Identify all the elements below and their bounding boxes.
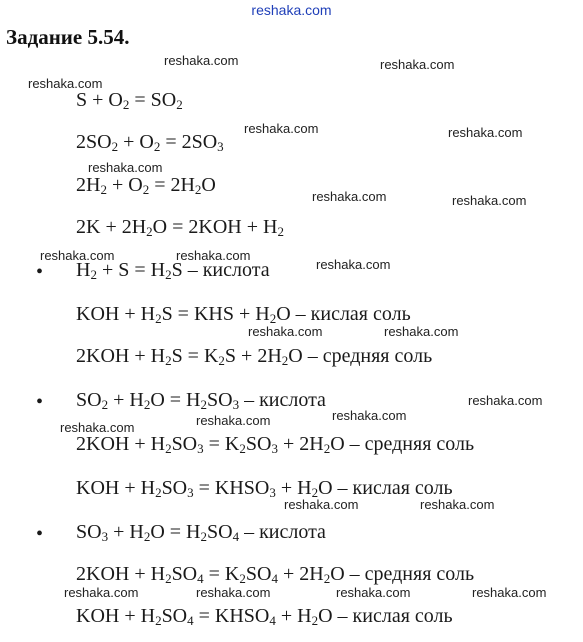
subscript: 3 bbox=[271, 441, 278, 456]
equation-text: = K bbox=[203, 563, 240, 585]
equation-text: KOH + H bbox=[76, 303, 156, 325]
equation-6 bbox=[76, 302, 411, 326]
watermark: reshaka.com bbox=[332, 408, 407, 423]
subscript: 3 bbox=[232, 397, 240, 412]
subscript: 2 bbox=[239, 441, 246, 456]
subscript: 2 bbox=[111, 139, 119, 154]
subscript: 2 bbox=[165, 353, 172, 368]
equation-text: 2KOH + H bbox=[76, 563, 166, 585]
equation-12 bbox=[76, 562, 474, 586]
equation-text: + 2H bbox=[277, 433, 324, 455]
equation-text: S = KHS + H bbox=[161, 303, 270, 325]
subscript: 2 bbox=[142, 182, 150, 197]
watermark: reshaka.com bbox=[448, 125, 523, 140]
watermark: reshaka.com bbox=[380, 57, 455, 72]
subscript: 2 bbox=[155, 311, 162, 326]
equation-4 bbox=[76, 215, 284, 239]
equation-text: 2SO bbox=[76, 131, 112, 153]
equation-text: = 2H bbox=[149, 174, 195, 196]
subscript: 2 bbox=[155, 613, 162, 628]
watermark: reshaka.com bbox=[164, 53, 239, 68]
equation-text: 2KOH + H bbox=[76, 433, 166, 455]
subscript: 2 bbox=[277, 224, 284, 239]
subscript: 4 bbox=[271, 571, 278, 586]
equation-text: = KHSO bbox=[193, 477, 270, 499]
watermark: reshaka.com bbox=[316, 257, 391, 272]
equation-text: O – кислая соль bbox=[276, 303, 411, 325]
watermark: reshaka.com bbox=[88, 160, 163, 175]
equation-text: SO bbox=[245, 563, 272, 585]
subscript: 2 bbox=[146, 224, 153, 239]
subscript: 2 bbox=[101, 397, 109, 412]
subscript: 3 bbox=[269, 485, 276, 500]
watermark: reshaka.com bbox=[284, 497, 359, 512]
equation-text: S + O bbox=[76, 89, 123, 111]
watermark: reshaka.com bbox=[244, 121, 319, 136]
watermark: reshaka.com bbox=[40, 248, 115, 263]
equation-text: + H bbox=[275, 477, 312, 499]
equation-text: 2KOH + H bbox=[76, 345, 166, 367]
subscript: 4 bbox=[232, 529, 240, 544]
equation-9 bbox=[76, 432, 474, 456]
equation-13 bbox=[76, 604, 453, 628]
subscript: 2 bbox=[122, 97, 130, 112]
watermark: reshaka.com bbox=[452, 193, 527, 208]
equation-7 bbox=[76, 344, 432, 368]
equation-text: = 2SO bbox=[160, 131, 218, 153]
subscript: 2 bbox=[165, 441, 172, 456]
equation-text: SO bbox=[245, 433, 272, 455]
subscript: 2 bbox=[323, 571, 331, 586]
equation-text: H bbox=[76, 259, 91, 281]
watermark: reshaka.com bbox=[60, 420, 135, 435]
equation-text: + H bbox=[275, 605, 312, 627]
watermark: reshaka.com bbox=[28, 76, 103, 91]
task-title: Задание 5.54. bbox=[6, 25, 130, 49]
equation-3 bbox=[76, 173, 216, 197]
equation-text: + O bbox=[106, 174, 143, 196]
subscript: 4 bbox=[187, 613, 194, 628]
subscript: 2 bbox=[311, 613, 319, 628]
subscript: 2 bbox=[143, 529, 151, 544]
subscript: 2 bbox=[311, 485, 319, 500]
watermark: reshaka.com bbox=[196, 585, 271, 600]
watermark: reshaka.com bbox=[472, 585, 547, 600]
watermark: reshaka.com bbox=[196, 413, 271, 428]
subscript: 2 bbox=[239, 571, 246, 586]
equation-text: = KHSO bbox=[193, 605, 270, 627]
watermark: reshaka.com bbox=[312, 189, 387, 204]
watermark: reshaka.com bbox=[384, 324, 459, 339]
equation-text: S + 2H bbox=[224, 345, 282, 367]
subscript: 2 bbox=[200, 397, 207, 412]
subscript: 2 bbox=[143, 397, 151, 412]
equation-text: KOH + H bbox=[76, 605, 156, 627]
bullet-3: • bbox=[36, 523, 44, 545]
equation-text: O = H bbox=[150, 389, 201, 411]
equation-text: O – средняя соль bbox=[288, 345, 433, 367]
watermark: reshaka.com bbox=[336, 585, 411, 600]
equation-text: KOH + H bbox=[76, 477, 156, 499]
subscript: 3 bbox=[101, 529, 109, 544]
subscript: 2 bbox=[90, 267, 97, 282]
equation-text: O – средняя соль bbox=[330, 563, 475, 585]
equation-8 bbox=[76, 388, 326, 412]
equation-text: SO bbox=[171, 433, 198, 455]
equation-text: + S = H bbox=[96, 259, 166, 281]
subscript: 2 bbox=[165, 571, 172, 586]
equation-text: O – средняя соль bbox=[330, 433, 475, 455]
equation-text: SO bbox=[76, 521, 102, 543]
equation-text: S = K bbox=[171, 345, 219, 367]
equation-text: – кислота bbox=[239, 389, 326, 411]
subscript: 2 bbox=[176, 97, 183, 112]
equation-text: 2K + 2H bbox=[76, 216, 147, 238]
equation-text: SO bbox=[206, 389, 233, 411]
site-header-link[interactable]: reshaka.com bbox=[251, 2, 332, 18]
equation-text: O – кислая соль bbox=[318, 605, 453, 627]
subscript: 2 bbox=[165, 267, 172, 282]
equation-text: O = H bbox=[150, 521, 201, 543]
equation-text: 2H bbox=[76, 174, 101, 196]
subscript: 3 bbox=[217, 139, 224, 154]
equation-text: SO bbox=[76, 389, 102, 411]
subscript: 2 bbox=[200, 529, 207, 544]
equation-text: + H bbox=[108, 389, 144, 411]
watermark: reshaka.com bbox=[248, 324, 323, 339]
watermark: reshaka.com bbox=[176, 248, 251, 263]
subscript: 2 bbox=[155, 485, 162, 500]
subscript: 2 bbox=[269, 311, 277, 326]
equation-text: = SO bbox=[129, 89, 177, 111]
watermark: reshaka.com bbox=[64, 585, 139, 600]
subscript: 2 bbox=[194, 182, 202, 197]
equation-text: + O bbox=[118, 131, 154, 153]
equation-text: O – кислая соль bbox=[318, 477, 453, 499]
subscript: 2 bbox=[100, 182, 107, 197]
bullet-2: • bbox=[36, 391, 44, 413]
equation-text: – кислота bbox=[239, 521, 326, 543]
watermark: reshaka.com bbox=[468, 393, 543, 408]
equation-text: O = 2KOH + H bbox=[152, 216, 278, 238]
subscript: 3 bbox=[197, 441, 204, 456]
subscript: 4 bbox=[197, 571, 204, 586]
subscript: 4 bbox=[269, 613, 276, 628]
equation-text: SO bbox=[206, 521, 233, 543]
equation-1 bbox=[76, 88, 183, 112]
equation-2 bbox=[76, 130, 224, 154]
equation-text: O bbox=[201, 174, 216, 196]
subscript: 3 bbox=[187, 485, 194, 500]
equation-10 bbox=[76, 476, 453, 500]
equation-text: + 2H bbox=[277, 563, 324, 585]
equation-text: = K bbox=[203, 433, 240, 455]
bullet-1: • bbox=[36, 261, 44, 283]
equation-text: + H bbox=[108, 521, 144, 543]
equation-text: SO bbox=[171, 563, 198, 585]
subscript: 2 bbox=[153, 139, 161, 154]
watermark: reshaka.com bbox=[420, 497, 495, 512]
subscript: 2 bbox=[281, 353, 289, 368]
equation-text: SO bbox=[161, 605, 188, 627]
subscript: 2 bbox=[218, 353, 225, 368]
equation-11 bbox=[76, 520, 326, 544]
equation-text: SO bbox=[161, 477, 188, 499]
equation-text: S – кислота bbox=[171, 259, 270, 281]
subscript: 2 bbox=[323, 441, 331, 456]
